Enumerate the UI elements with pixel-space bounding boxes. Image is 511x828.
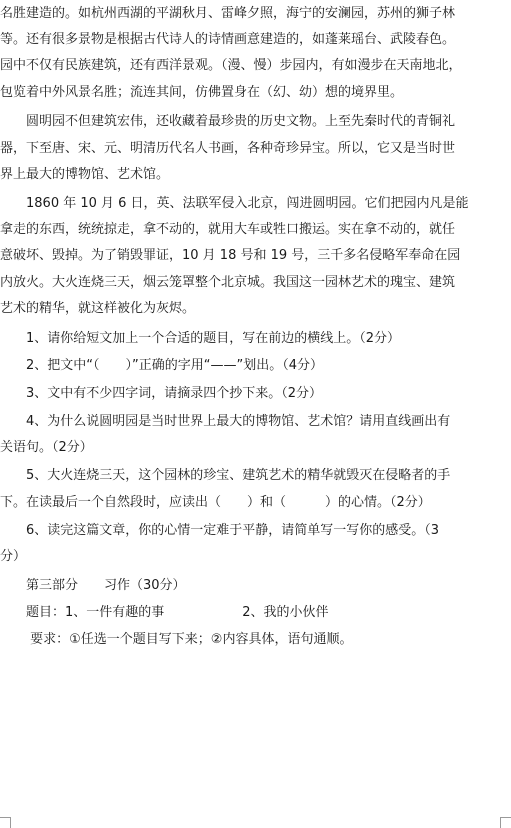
essay-requirements: 要求：①任选一个题目写下来；②内容具体，语句通顺。 [0, 632, 353, 647]
page-corner-mark-left [0, 817, 11, 828]
page-corner-mark-right [500, 817, 511, 828]
question-4-cont: 关语句。（2分） [0, 440, 93, 455]
question-1: 1、请你给短文加上一个合适的题目，写在前边的横线上。（2分） [0, 331, 401, 346]
text-line-4: 包览着中外风景名胜；流连其间，仿佛置身在（幻、幼）想的境界里。 [0, 85, 404, 100]
text-line-12: 艺术的精华，就这样被化为灰烬。 [0, 301, 196, 316]
text-line-6: 器，下至唐、宋、元、明清历代名人书画，各种奇珍异宝。所以，它又是当时世 [0, 141, 456, 156]
text-line-9: 拿走的东西，统统掠走，拿不动的，就用大车或牲口搬运。实在拿不动的，就任 [0, 222, 456, 237]
text-line-2: 等。还有很多景物是根据古代诗人的诗情画意建造的，如蓬莱瑶台、武陵春色。 [0, 32, 456, 47]
text-line-11: 内放火。大火连烧三天，烟云笼罩整个北京城。我国这一园林艺术的瑰宝、建筑 [0, 275, 456, 290]
question-5-cont: 下。在读最后一个自然段时，应读出（ ）和（ ）的心情。（2分） [0, 495, 431, 510]
text-line-7: 界上最大的博物馆、艺术馆。 [0, 167, 170, 182]
question-6-cont: 分） [0, 549, 27, 564]
text-line-8: 1860 年 10 月 6 日，英、法联军侵入北京，闯进圆明园。它们把园内凡是能 [0, 196, 469, 211]
question-6: 6、读完这篇文章，你的心情一定难于平静，请简单写一写你的感受。（3 [0, 523, 440, 538]
question-3: 3、文中有不少四字词，请摘录四个抄下来。（2分） [0, 386, 323, 401]
text-line-10: 意破坏、毁掉。为了销毁罪证，10 月 18 号和 19 号，三千多名侵略军奉命在园 [0, 248, 461, 263]
question-2: 2、把文中“（ ）”正确的字用“——”划出。（4分） [0, 358, 323, 373]
section-three-heading: 第三部分 习作（30分） [0, 578, 186, 593]
text-line-1: 名胜建造的。如杭州西湖的平湖秋月、雷峰夕照，海宁的安澜园，苏州的狮子林 [0, 6, 456, 21]
text-line-3: 园中不仅有民族建筑，还有西洋景观。（漫、慢）步园内，有如漫步在天南地北， [0, 58, 462, 73]
text-line-5: 圆明园不但建筑宏伟，还收藏着最珍贵的历史文物。上至先秦时代的青铜礼 [0, 114, 456, 129]
question-5: 5、大火连烧三天，这个园林的珍宝、建筑艺术的精华就毁灭在侵略者的手 [0, 468, 451, 483]
question-4: 4、为什么说圆明园是当时世界上最大的博物馆、艺术馆？请用直线画出有 [0, 414, 451, 429]
essay-topics: 题目：1、一件有趣的事 2、我的小伙伴 [0, 605, 329, 620]
